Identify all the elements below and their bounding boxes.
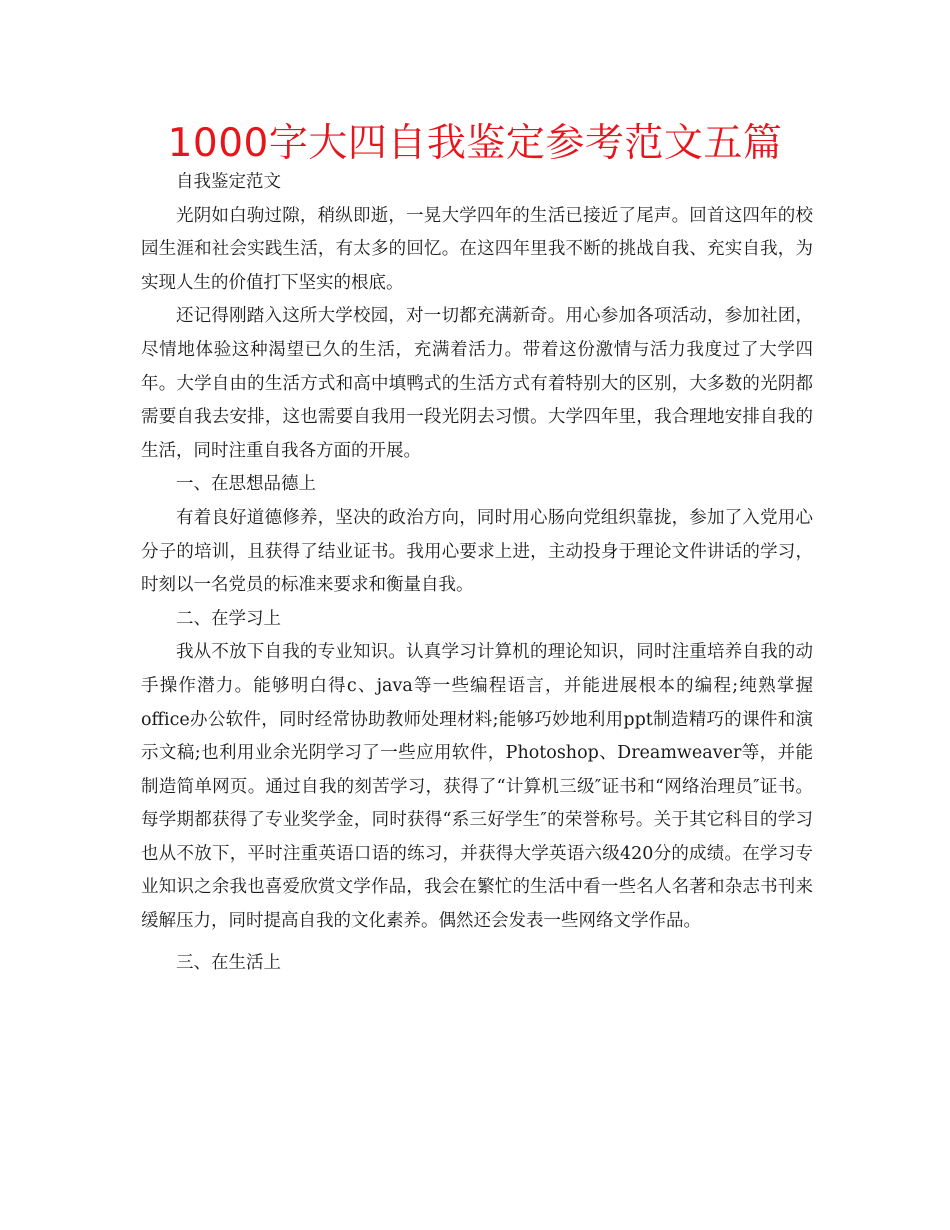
paragraph: 光阴如白驹过隙，稍纵即逝，一晃大学四年的生活已接近了尾声。回首这四年的校园生涯和社会实践生活，有太多的回忆。在这四年里我不断的挑战自我、充实自我，为实现人生的价值打下坚实的根底。: [141, 205, 813, 293]
document-title: 1000字大四自我鉴定参考范文五篇: [167, 121, 783, 166]
section-heading-life: 三、在生活上: [176, 952, 281, 973]
section-heading-morality: 一、在思想品德上: [176, 474, 316, 495]
paragraph: 还记得刚踏入这所大学校园，对一切都充满新奇。用心参加各项活动，参加社团，尽情地体验这种渴望已久的生活，充满着活力。带着这份激情与活力我度过了大学四年。大学自由的生活方式和高中填鸭式的生活方式有着特别大的区别，大多数的光阴都需要自我去安排，这也需要自我用一段光阴去习惯。大学四年里，我合理地安排自我的生活，同时注重自我各方面的开展。: [141, 306, 813, 461]
paragraph: 我从不放下自我的专业知识。认真学习计算机的理论知识，同时注重培养自我的动手操作潜力。能够明白得c、java等一些编程语言，并能进展根本的编程;纯熟掌握office办公软件，同时经常协助教师处理材料;能够巧妙地利用ppt制造精巧的课件和演示文稿;也利用业余光阴学习了一些应用软件，Photoshop、Dreamweaver等，并能制造简单网页。通过自我的刻苦学习，获得了“计算机三级″证书和“网络治理员″证书。每学期都获得了专业奖学金，同时获得“系三好学生″的荣誉称号。关于其它科目的学习也从不放下，平时注重英语口语的练习，并获得大学英语六级420分的成绩。在学习专业知识之余我也喜爱欣赏文学作品，我会在繁忙的生活中看一些名人名著和杂志书刊来缓解压力，同时提高自我的文化素养。偶然还会发表一些网络文学作品。: [141, 642, 813, 932]
document-body: [141, 166, 813, 980]
paragraph: 有着良好道德修养，坚决的政治方向，同时用心肠向党组织靠拢，参加了入党用心分子的培训，且获得了结业证书。我用心要求上进，主动投身于理论文件讲话的学习，时刻以一名党员的标准来要求和衡量自我。: [141, 507, 813, 596]
subtitle: 自我鉴定范文: [176, 172, 281, 192]
section-heading-study: 二、在学习上: [176, 608, 281, 629]
